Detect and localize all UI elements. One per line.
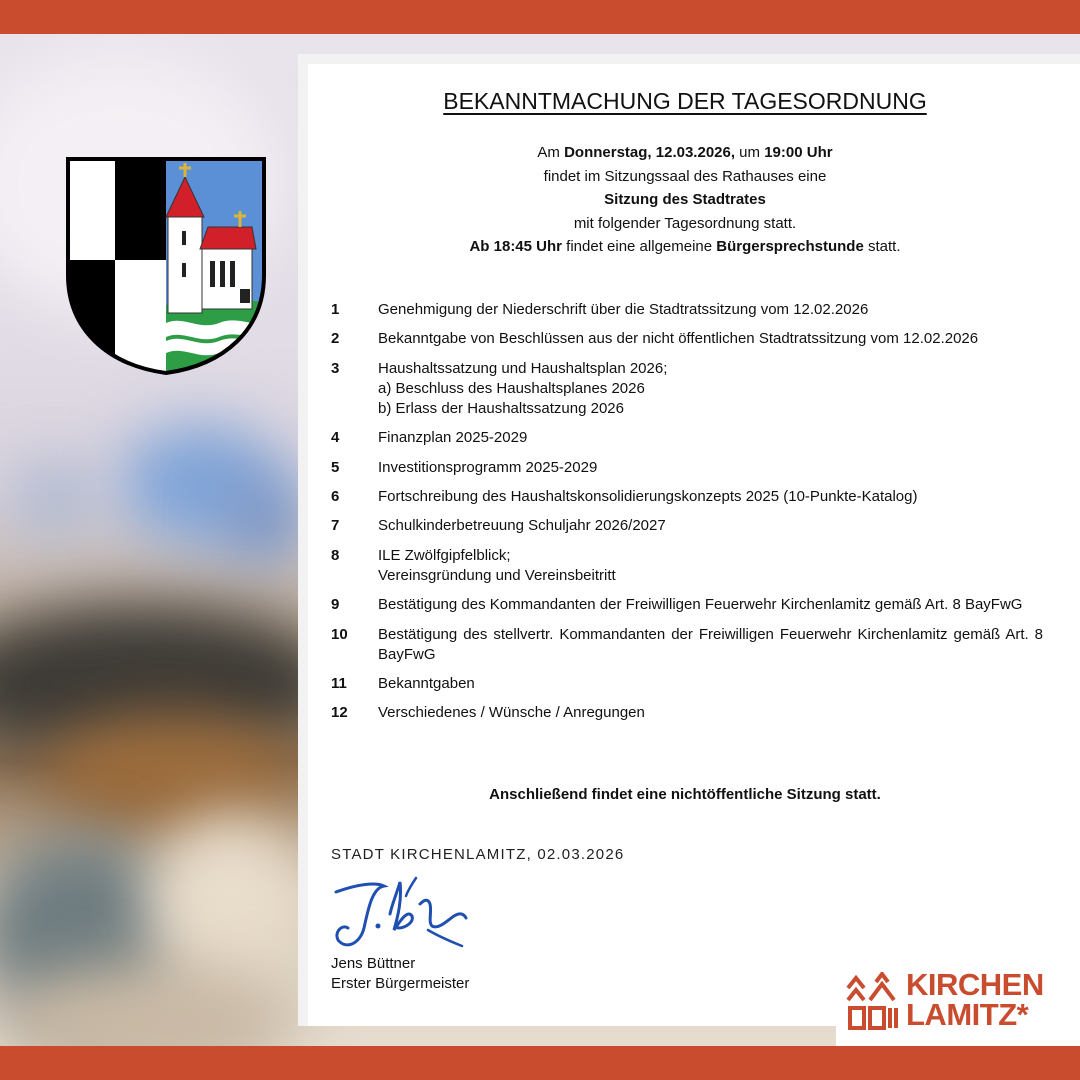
agenda-number: 1 [331,301,340,318]
signer-name: Jens Büttner [331,955,416,972]
notice-title: BEKANNTMACHUNG DER TAGESORDNUNG [443,88,927,114]
agenda-line: a) Beschluss des Haushaltsplanes 2026 [378,379,645,397]
agenda-number: 6 [331,487,340,505]
agenda-number: 11 [331,674,347,692]
agenda-number: 7 [331,517,340,535]
agenda-line: Vereinsgründung und Vereinsbeitritt [378,566,616,584]
kirchenlamitz-logo-icon [846,972,904,1034]
agenda-text: Verschiedenes / Wünsche / Anregungen [378,704,645,722]
agenda-text: Investitionsprogramm 2025-2029 [378,458,598,476]
intro-line-agenda: mit folgender Tagesordnung statt. [573,214,797,232]
agenda-number: 8 [331,546,340,564]
agenda-item [331,516,1043,536]
agenda-item [331,458,1043,478]
coat-of-arms-icon [64,155,268,377]
agenda-number: 2 [331,330,340,348]
agenda-number: 4 [331,429,340,447]
agenda-line: b) Erlass der Haushaltssatzung 2026 [378,399,624,417]
agenda-item [331,428,1043,448]
agenda-number: 9 [331,596,340,614]
agenda-text: Schulkinderbetreuung Schuljahr 2026/2027 [378,517,666,535]
intro-line-session: Sitzung des Stadtrates [604,191,766,208]
agenda-text: Fortschreibung des Haushaltskonsolidierungskonzepts 2025 (10-Punkte-Katalog) [378,487,918,505]
agenda-list [331,300,1043,733]
agenda-text: Finanzplan 2025-2029 [378,429,528,447]
kirchenlamitz-wordmark [906,967,1044,1032]
intro-line-date: Am Donnerstag, 12.03.2026, um 19:00 Uhr [537,144,833,161]
signer-block [331,954,469,994]
agenda-item [331,546,1043,586]
place-and-date: STADT KIRCHENLAMITZ, 02.03.2026 [331,846,625,863]
intro-line-location: findet im Sitzungssaal des Rathauses eine [543,167,827,185]
signature-icon [328,870,478,952]
agenda-item [331,595,1043,615]
agenda-text: Bestätigung des Kommandanten der Freiwilligen Feuerwehr Kirchenlamitz gemäß Art. 8 BayFwG [378,596,1023,614]
notice-intro [310,141,1060,259]
agenda-number: 10 [331,625,348,643]
agenda-line: ILE Zwölfgipfelblick; [378,546,511,564]
agenda-text [378,359,1043,419]
agenda-line: Haushaltssatzung und Haushaltsplan 2026; [378,359,668,377]
logo-line-2: LAMITZ* [906,997,1029,1032]
agenda-item [331,329,1043,349]
agenda-number: 5 [331,458,340,476]
agenda-item [331,674,1043,694]
agenda-item [331,300,1043,320]
agenda-text: Bestätigung des stellvertr. Kommandanten der Freiwilligen Feuerwehr Kirchenlamitz gemäß Art. 8 BayFwG [378,625,1043,663]
agenda-text [378,546,1043,586]
agenda-text: Bekanntgaben [378,674,475,692]
agenda-text: Genehmigung der Niederschrift über die Stadtratssitzung vom 12.02.2026 [378,301,869,318]
signer-title: Erster Bürgermeister [331,975,470,992]
intro-line-consultation: Ab 18:45 Uhr findet eine allgemeine Bürgersprechstunde statt. [469,238,901,255]
agenda-text: Bekanntgabe von Beschlüssen aus der nicht öffentlichen Stadtratssitzung vom 12.02.2026 [378,330,979,348]
top-accent-bar [0,0,1080,34]
agenda-number: 12 [331,704,348,722]
logo-line-1: KIRCHEN [906,967,1044,1002]
agenda-item [331,625,1043,665]
agenda-number: 3 [331,359,340,377]
agenda-item [331,359,1043,419]
agenda-item [331,487,1043,507]
bottom-accent-bar [0,1046,1080,1080]
agenda-item [331,703,1043,723]
closing-statement: Anschließend findet eine nichtöffentliche Sitzung statt. [489,786,881,803]
